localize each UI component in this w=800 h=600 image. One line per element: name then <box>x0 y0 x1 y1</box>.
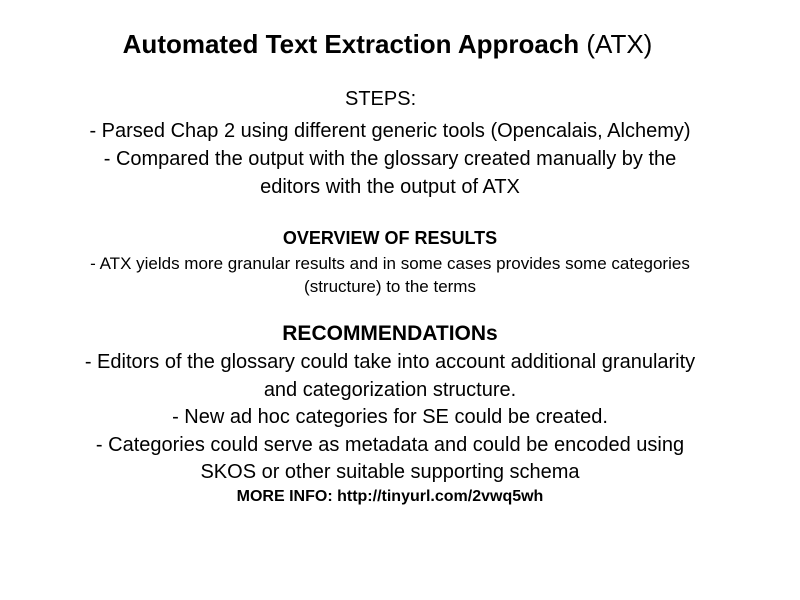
title-abbreviation: (ATX) <box>586 29 653 59</box>
steps-heading-label: STEPS <box>345 88 411 110</box>
steps-heading-colon: : <box>410 88 417 110</box>
overview-line: - ATX yields more granular results and in some cases provides some categories <box>90 254 690 273</box>
recommendation-line: and categorization structure. <box>263 378 517 401</box>
steps-line: editors with the output of ATX <box>260 176 520 198</box>
recommendation-line: SKOS or other suitable supporting schema <box>200 461 580 483</box>
recommendation-line: - New ad hoc categories for SE could be created. <box>172 406 608 428</box>
steps-list <box>0 117 800 201</box>
overview-heading: OVERVIEW OF RESULTS <box>282 228 498 248</box>
more-info-link[interactable]: MORE INFO: http://tinyurl.com/2vwq5wh <box>236 488 544 505</box>
recommendation-line: - Categories could serve as metadata and could be encoded using <box>95 433 685 456</box>
steps-line: - Compared the output with the glossary created manually by the <box>103 148 677 170</box>
title-main: Automated Text Extraction Approach <box>122 29 580 59</box>
slide-title <box>0 28 775 60</box>
steps-heading <box>345 86 416 112</box>
recommendations-heading: RECOMMENDATIONs <box>282 322 498 345</box>
steps-line: - Parsed Chap 2 using different generic tools (Opencalais, Alchemy) <box>89 120 691 142</box>
recommendation-line: - Editors of the glossary could take into account additional granularity <box>84 351 696 373</box>
overview-line: (structure) to the terms <box>304 277 476 296</box>
recommendations-list <box>0 349 780 487</box>
overview-list <box>0 252 780 298</box>
